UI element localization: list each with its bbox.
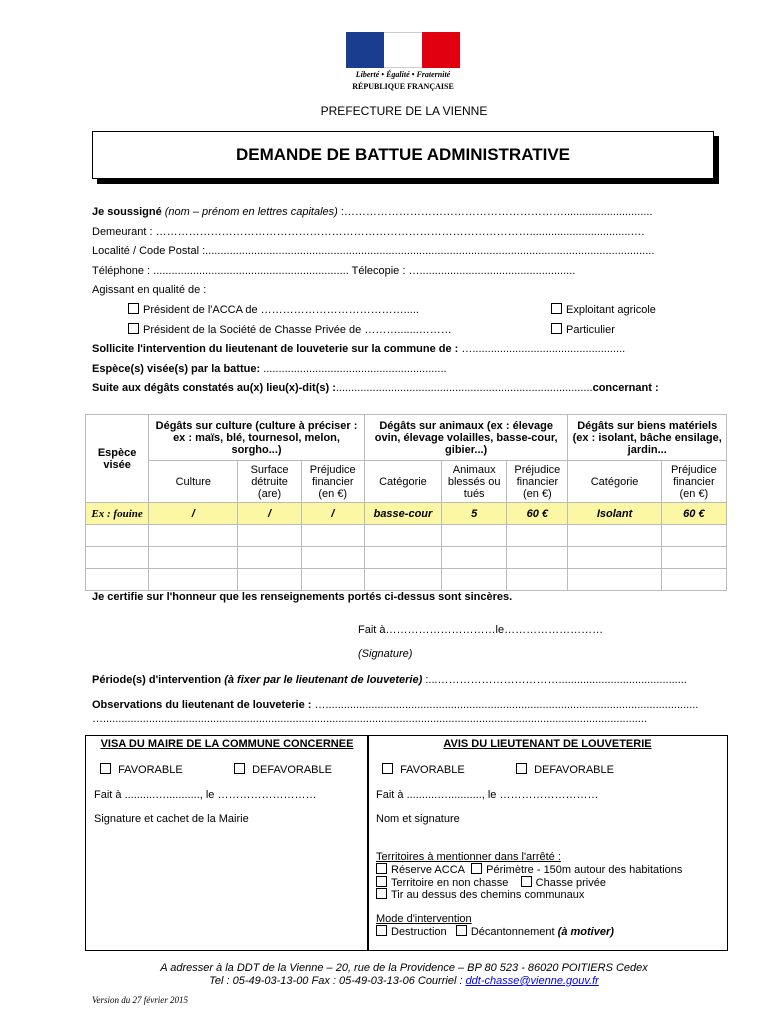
exploitant-checkbox[interactable] <box>551 303 562 314</box>
lieutenant-defavorable-checkbox[interactable] <box>516 763 527 774</box>
concernant-label: concernant : <box>592 382 659 394</box>
sollicite-label: Sollicite l'intervention du lieutenant de louveterie sur la commune de : <box>92 343 459 355</box>
periode-label: Période(s) d'intervention <box>92 674 222 686</box>
especes-label: Espèce(s) visée(s) par la battue: <box>92 363 261 375</box>
chasse-privee-territoire-checkbox[interactable] <box>521 876 532 887</box>
example-surface: / <box>238 503 301 525</box>
lieu-dit-field[interactable]: .................................................................................... <box>335 382 593 394</box>
example-prejudice-biens: 60 € <box>661 503 726 525</box>
lieutenant-favorable-checkbox[interactable] <box>382 763 393 774</box>
exploitant-option[interactable] <box>551 303 656 316</box>
maire-fait-field[interactable]: Fait à ..........…..........., le ……………………… <box>94 789 317 801</box>
periode-hint: (à fixer par le lieutenant de louveterie) <box>224 674 423 686</box>
page-title: DEMANDE DE BATTUE ADMINISTRATIVE <box>235 145 570 164</box>
col-prejudice-animaux: Préjudice financier (en €) <box>507 461 568 503</box>
example-prejudice-animaux: 60 € <box>507 503 568 525</box>
soussigne-hint: (nom – prénom en lettres capitales) <box>164 206 338 218</box>
decantonnement-checkbox[interactable] <box>456 925 467 936</box>
example-row <box>86 503 727 525</box>
example-culture: / <box>149 503 238 525</box>
biens-group-header: Dégâts sur biens matériels (ex : isolant, bâche ensilage, jardin... <box>568 415 727 461</box>
sollicite-line[interactable] <box>92 343 625 355</box>
col-prejudice-culture: Préjudice financier (en €) <box>301 461 364 503</box>
table-row[interactable] <box>86 525 727 547</box>
col-animaux: Animaux blessés ou tués <box>442 461 507 503</box>
footer-address: A adresser à la DDT de la Vienne – 20, rue de la Providence – BP 80 523 - 86020 POITIERS Cedex <box>160 962 648 974</box>
damage-table <box>85 414 727 591</box>
version-label: Version du 27 février 2015 <box>92 995 188 1005</box>
observations-field[interactable]: ….......................................................................................................................... <box>314 699 699 711</box>
telephone-field[interactable]: Téléphone : ................................................................ Télecopie : …................................................... <box>92 265 576 277</box>
visa-maire-box <box>85 735 369 951</box>
example-animaux: 5 <box>442 503 507 525</box>
marianne-logo <box>346 32 460 94</box>
localite-field[interactable]: Localité / Code Postal :................................................................................................................................................... <box>92 245 655 257</box>
col-prejudice-biens: Préjudice financier (en €) <box>661 461 726 503</box>
observations-field-2[interactable]: ….................................................................................................................................................................................. <box>92 713 647 725</box>
footer-email-link[interactable]: ddt-chasse@vienne.gouv.fr <box>465 975 599 987</box>
title-box <box>92 131 714 179</box>
avis-lieutenant-title: AVIS DU LIEUTENANT DE LOUVETERIE <box>443 738 652 750</box>
col-categorie-biens: Catégorie <box>568 461 661 503</box>
perimetre-checkbox[interactable] <box>471 863 482 874</box>
col-surface: Surface détruite (are) <box>238 461 301 503</box>
particulier-option[interactable] <box>551 323 615 336</box>
republic-motto: Liberté • Égalité • Fraternité <box>355 70 451 79</box>
agissant-label: Agissant en qualité de : <box>92 284 207 296</box>
col-culture: Culture <box>149 461 238 503</box>
destruction-checkbox[interactable] <box>376 925 387 936</box>
lieutenant-defavorable-option[interactable]: DEFAVORABLE <box>516 763 614 776</box>
perimetre-option[interactable]: Périmètre - 150m autour des habitations <box>471 864 682 876</box>
french-flag-icon <box>346 32 460 68</box>
suite-line[interactable] <box>92 382 659 394</box>
maire-favorable-option[interactable]: FAVORABLE <box>100 763 183 776</box>
table-row[interactable] <box>86 569 727 591</box>
avis-lieutenant-box <box>367 735 728 951</box>
motiver-note: (à motiver) <box>557 926 614 938</box>
chasse-privee-territoire-option[interactable]: Chasse privée <box>521 877 606 889</box>
particulier-checkbox[interactable] <box>551 323 562 334</box>
non-chasse-option[interactable]: Territoire en non chasse <box>376 877 508 889</box>
culture-group-header: Dégâts sur culture (culture à préciser : ex : maïs, blé, tournesol, melon, sorgho...) <box>149 415 365 461</box>
animaux-group-header: Dégâts sur animaux (ex : élevage ovin, élevage volailles, basse-cour, gibier...) <box>364 415 568 461</box>
suite-label: Suite aux dégâts constatés au(x) lieu(x)-dit(s) : <box>92 382 336 394</box>
mode-row <box>376 925 614 938</box>
commune-field[interactable]: ….................................................. <box>461 343 626 355</box>
observations-label: Observations du lieutenant de louveterie : <box>92 699 312 711</box>
soussigne-label: Je soussigné <box>92 206 162 218</box>
mode-title: Mode d'intervention <box>376 913 472 925</box>
soussigne-line[interactable] <box>92 206 653 218</box>
visa-maire-title: VISA DU MAIRE DE LA COMMUNE CONCERNEE <box>100 738 354 750</box>
acca-checkbox[interactable] <box>128 303 139 314</box>
demeurant-field[interactable]: Demeurant : ………………………………………………………………………………………….................................…. <box>92 226 645 238</box>
tir-chemins-option[interactable]: Tir au dessus des chemins communaux <box>376 888 584 901</box>
periode-field[interactable]: :...…………………………….......................................... <box>425 674 687 686</box>
table-row[interactable] <box>86 547 727 569</box>
destruction-option[interactable]: Destruction <box>376 926 447 938</box>
example-categorie-biens: Isolant <box>568 503 661 525</box>
non-chasse-checkbox[interactable] <box>376 876 387 887</box>
chasse-privee-label: Président de la Société de Chasse Privée de ……….......……… <box>143 324 452 336</box>
lieutenant-signature-label: Nom et signature <box>376 813 460 825</box>
maire-favorable-checkbox[interactable] <box>100 763 111 774</box>
especes-field[interactable]: ............................................................ <box>263 363 447 375</box>
example-categorie-animaux: basse-cour <box>364 503 441 525</box>
observations-line[interactable] <box>92 699 698 711</box>
footer-tel: Tel : 05-49-03-13-00 Fax : 05-49-03-13-06 Courriel : <box>209 975 463 987</box>
lieutenant-fait-field[interactable]: Fait à ..........…..........., le ……………………… <box>376 789 599 801</box>
tir-chemins-checkbox[interactable] <box>376 888 387 899</box>
chasse-privee-checkbox[interactable] <box>128 323 139 334</box>
maire-defavorable-checkbox[interactable] <box>234 763 245 774</box>
maire-defavorable-option[interactable]: DEFAVORABLE <box>234 763 332 776</box>
col-categorie-animaux: Catégorie <box>364 461 441 503</box>
reserve-acca-checkbox[interactable] <box>376 863 387 874</box>
example-espece: Ex : fouine <box>86 503 149 525</box>
acca-option[interactable] <box>128 303 419 316</box>
footer-contact <box>0 975 770 987</box>
reserve-acca-option[interactable]: Réserve ACCA <box>376 864 465 876</box>
acca-label: Président de l'ACCA de …………………………………..... <box>143 304 419 316</box>
example-prejudice-culture: / <box>301 503 364 525</box>
signature-label: (Signature) <box>358 648 413 660</box>
decantonnement-option[interactable]: Décantonnement <box>456 926 555 938</box>
soussigne-field[interactable]: :……………………………………………………............................. <box>340 206 653 218</box>
especes-line[interactable] <box>92 363 447 375</box>
particulier-label: Particulier <box>566 324 615 336</box>
territoires-title: Territoires à mentionner dans l'arrêté : <box>376 851 561 863</box>
periode-line[interactable] <box>92 674 687 686</box>
territoires-row-1 <box>376 863 682 876</box>
chasse-privee-option[interactable] <box>128 323 452 336</box>
certification-text: Je certifie sur l'honneur que les renseignements portés ci-dessus sont sincères. <box>92 591 513 603</box>
lieutenant-favorable-option[interactable]: FAVORABLE <box>382 763 465 776</box>
espece-header: Espèce visée <box>86 415 149 503</box>
fait-a-field[interactable]: Fait à…………………………le……………………… <box>358 624 604 636</box>
exploitant-label: Exploitant agricole <box>566 304 656 316</box>
prefecture-label: PREFECTURE DE LA VIENNE <box>320 104 488 118</box>
maire-signature-label: Signature et cachet de la Mairie <box>94 813 249 825</box>
republic-name: RÉPUBLIQUE FRANÇAISE <box>352 82 454 91</box>
